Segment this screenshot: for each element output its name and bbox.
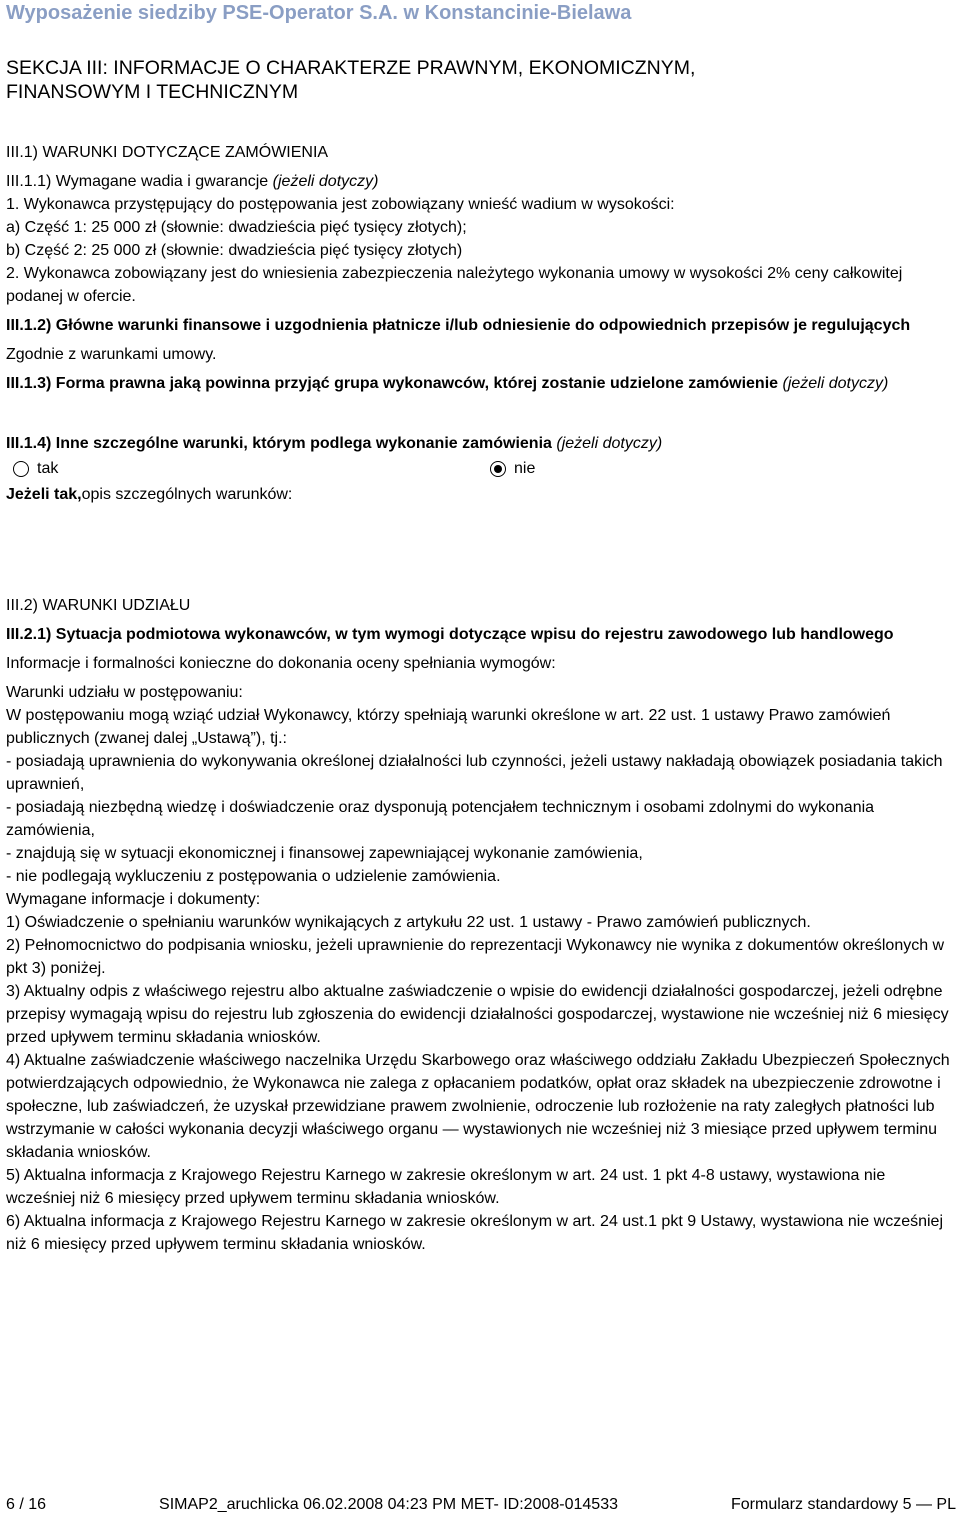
heading-iii-1-2: III.1.2) Główne warunki finansowe i uzgodnienia płatnicze i/lub odniesienie do odpowiednich przepisów je regulujących xyxy=(6,317,911,334)
condition-line: W postępowaniu mogą wziąć udział Wykonawcy, którzy spełniają warunki określone w art. 22 ust. 1 ustawy Prawo zamówień publicznych (zwanej dalej „Ustawą”), tj.: xyxy=(6,707,891,747)
heading-iii-1-3: III.1.3) Forma prawna jaką powinna przyjąć grupa wykonawców, której zostanie udzielone zamówienie (jeżeli dotyczy) xyxy=(6,375,889,392)
paragraph-zabezpieczenie: 2. Wykonawca zobowiązany jest do wniesienia zabezpieczenia należytego wykonania umowy w wysokości 2% ceny całkowitej podanej w ofercie. xyxy=(6,265,903,305)
condition-line: 6) Aktualna informacja z Krajowego Rejestru Karnego w zakresie określonym w art. 24 ust.1 pkt 9 Ustawy, wystawiona nie wcześniej niż 6 miesięcy przed upływem terminu składania wniosków. xyxy=(6,1213,944,1253)
paragraph-informacje: Informacje i formalności konieczne do dokonania oceny spełniania wymogów: xyxy=(6,655,556,672)
condition-line: - nie podlegają wykluczeniu z postępowania o udzielenie zamówienia. xyxy=(6,868,501,885)
condition-line: - posiadają uprawnienia do wykonywania określonej działalności lub czynności, jeżeli ustawy nakładają obowiązek posiadania takich uprawnień, xyxy=(6,753,943,793)
condition-line: 5) Aktualna informacja z Krajowego Rejestru Karnego w zakresie określonym w art. 24 ust. 1 pkt 4-8 ustawy, wystawiona nie wcześniej niż 6 miesięcy przed upływem terminu składania wniosków. xyxy=(6,1167,886,1207)
conditions-list xyxy=(6,681,956,1256)
heading-iii-1: III.1) WARUNKI DOTYCZĄCE ZAMÓWIENIA xyxy=(6,144,329,161)
paragraph-czesc-1: a) Część 1: 25 000 zł (słownie: dwadzieścia pięć tysięcy złotych); xyxy=(6,219,467,236)
page-footer xyxy=(6,1496,956,1514)
condition-line: Wymagane informacje i dokumenty: xyxy=(6,891,261,908)
section-title xyxy=(6,56,946,104)
heading-iii-1-1: III.1.1) Wymagane wadia i gwarancje (jeżeli dotyczy) xyxy=(6,173,379,190)
footer-document-id: SIMAP2_aruchlicka 06.02.2008 04:23 PM MET- ID:2008-014533 xyxy=(159,1496,618,1513)
condition-line: 1) Oświadczenie o spełnianiu warunków wynikających z artykułu 22 ust. 1 ustawy - Prawo zamówień publicznych. xyxy=(6,914,811,931)
section-title-line-2: FINANSOWYM I TECHNICZNYM xyxy=(6,81,299,103)
heading-iii-1-1-note: (jeżeli dotyczy) xyxy=(272,173,379,190)
document-content xyxy=(6,141,956,1256)
jezeli-tak-line: Jeżeli tak,opis szczególnych warunków: xyxy=(6,486,293,503)
radio-option-tak[interactable] xyxy=(13,457,58,480)
radio-option-nie[interactable] xyxy=(490,457,535,480)
conditions-radio-group xyxy=(6,455,956,483)
heading-iii-1-4: III.1.4) Inne szczególne warunki, którym podlega wykonanie zamówienia (jeżeli dotyczy) xyxy=(6,435,663,452)
radio-label-nie: nie xyxy=(514,460,536,477)
heading-iii-1-3-note: (jeżeli dotyczy) xyxy=(782,375,889,392)
radio-unchecked-icon[interactable] xyxy=(13,461,29,477)
condition-line: Warunki udziału w postępowaniu: xyxy=(6,684,243,701)
paragraph-zgodnie: Zgodnie z warunkami umowy. xyxy=(6,346,217,363)
section-title-line-1: SEKCJA III: INFORMACJE O CHARAKTERZE PRAWNYM, EKONOMICZNYM, xyxy=(6,57,696,79)
condition-line: 2) Pełnomocnictwo do podpisania wniosku, jeżeli uprawnienie do reprezentacji Wykonawcy nie wynika z dokumentów określonych w pkt 3) poniżej. xyxy=(6,937,945,977)
heading-iii-2: III.2) WARUNKI UDZIAŁU xyxy=(6,597,191,614)
condition-line: 3) Aktualny odpis z właściwego rejestru albo aktualne zaświadczenie o wpisie do ewidencji działalności gospodarczej, jeżeli odrębne przepisy wymagają wpisu do rejestru lub zgłoszenia do ewidencji działalności gospodarczej, wystawione nie wcześniej niż 6 miesięcy przed upływem terminu składania wniosków. xyxy=(6,983,949,1046)
page-title: Wyposażenie siedziby PSE-Operator S.A. w Konstancinie-Bielawa xyxy=(6,2,632,24)
heading-iii-1-4-note: (jeżeli dotyczy) xyxy=(556,435,663,452)
condition-line: - posiadają niezbędną wiedzę i doświadczenie oraz dysponują potencjałem technicznym i osobami zdolnymi do wykonania zamówienia, xyxy=(6,799,875,839)
heading-iii-2-1: III.2.1) Sytuacja podmiotowa wykonawców, w tym wymogi dotyczące wpisu do rejestru zawodowego lub handlowego xyxy=(6,626,894,643)
footer-page-number: 6 / 16 xyxy=(6,1496,47,1513)
radio-label-tak: tak xyxy=(37,460,59,477)
condition-line: 4) Aktualne zaświadczenie właściwego naczelnika Urzędu Skarbowego oraz właściwego oddziału Zakładu Ubezpieczeń Społecznych potwierdzających odpowiednio, że Wykonawca nie zalega z opłacaniem podatków, opłat oraz składek na ubezpieczenie zdrowotne i społeczne, lub zaświadczeń, że uzyskał przewidziane prawem zwolnienie, odroczenie lub rozłożenie na raty zaległych płatności lub wstrzymanie w całości wykonania decyzji właściwego organu — wystawionych nie wcześniej niż 3 miesiące przed upływem terminu składania wniosków. xyxy=(6,1052,950,1161)
condition-line: - znajdują się w sytuacji ekonomicznej i finansowej zapewniającej wykonanie zamówienia, xyxy=(6,845,643,862)
paragraph-czesc-2: b) Część 2: 25 000 zł (słownie: dwadzieścia pięć tysięcy złotych) xyxy=(6,242,463,259)
footer-form: Formularz standardowy 5 — PL xyxy=(731,1496,956,1513)
paragraph-wadium: 1. Wykonawca przystępujący do postępowania jest zobowiązany wnieść wadium w wysokości: xyxy=(6,196,675,213)
radio-checked-icon[interactable] xyxy=(490,461,506,477)
